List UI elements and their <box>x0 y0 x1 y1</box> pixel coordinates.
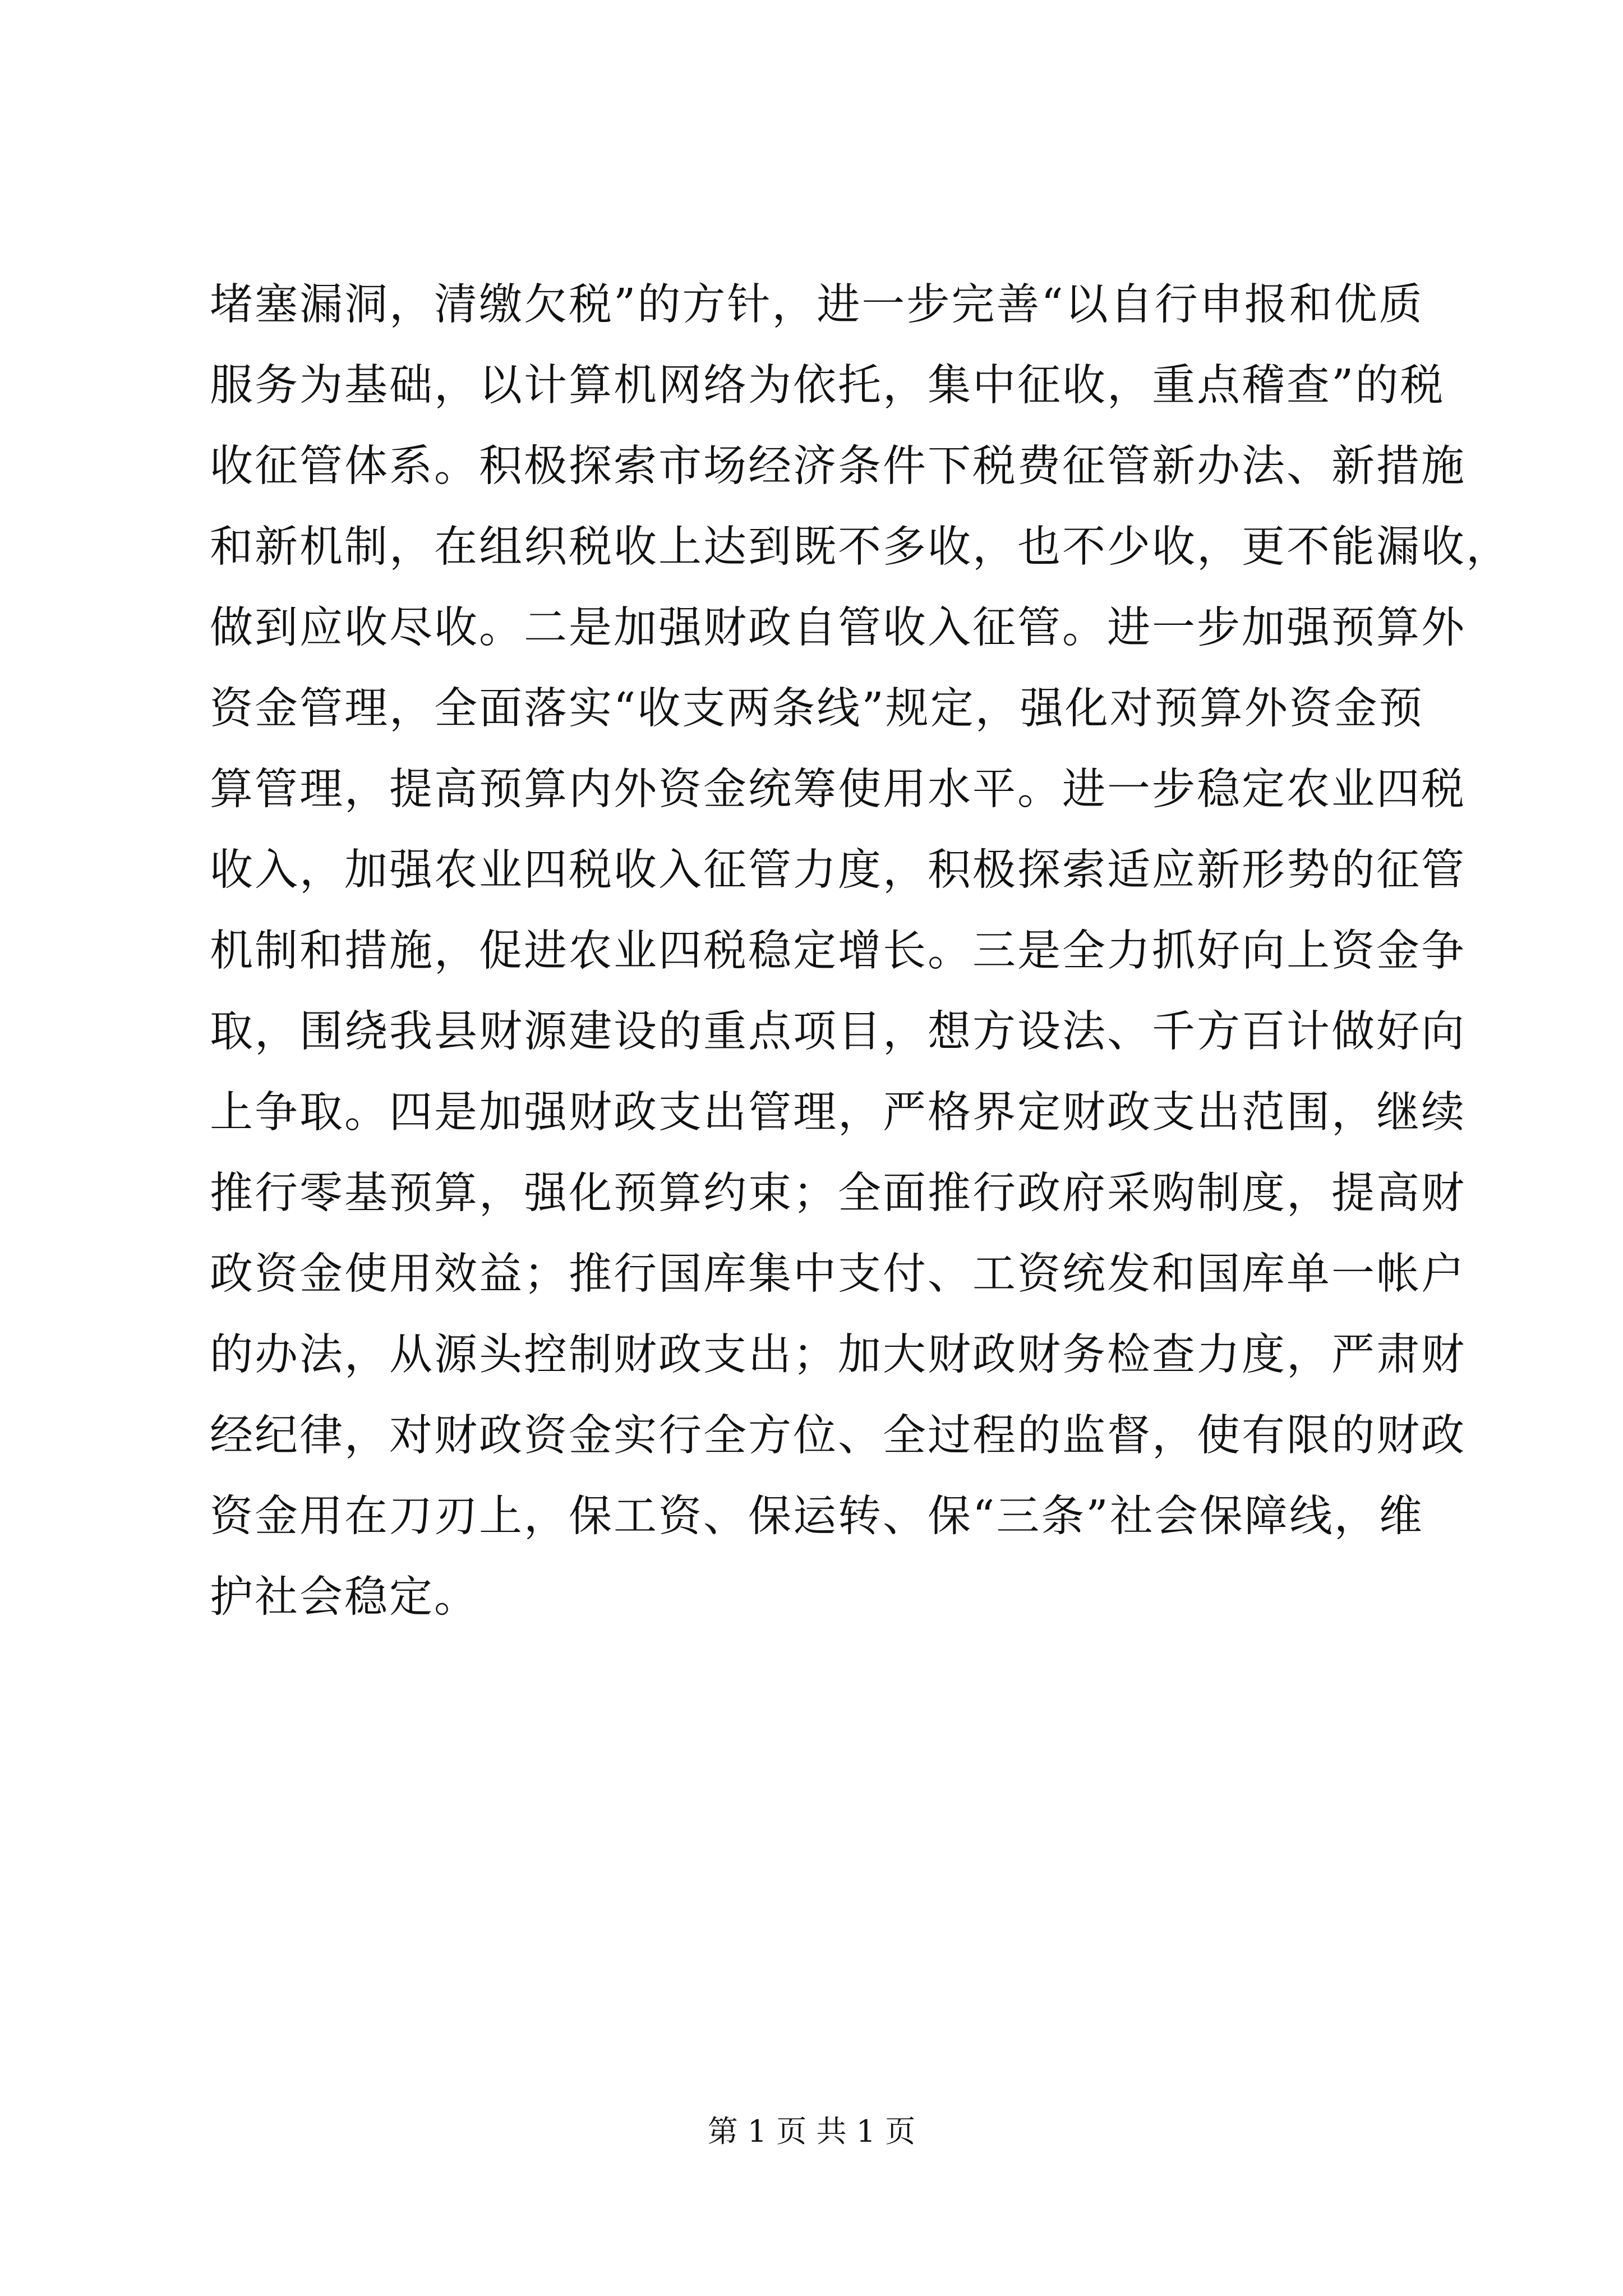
text-line: 机制和措施，促进农业四税稳定增长。三是全力抓好向上资金争 <box>210 926 1466 976</box>
page-footer <box>0 2112 1623 2151</box>
text-line: 护社会稳定。 <box>210 1572 479 1622</box>
page-indicator: 第 1 页 共 1 页 <box>707 2114 916 2149</box>
text-line: 取，围绕我县财源建设的重点项目，想方设法、千方百计做好向 <box>210 1007 1466 1057</box>
text-line: 做到应收尽收。二是加强财政自管收入征管。进一步加强预算外 <box>210 603 1466 653</box>
text-line: 推行零基预算，强化预算约束；全面推行政府采购制度，提高财 <box>210 1168 1466 1218</box>
text-line: 上争取。四是加强财政支出管理，严格界定财政支出范围，继续 <box>210 1088 1466 1138</box>
text-line: 收征管体系。积极探索市场经济条件下税费征管新办法、新措施 <box>210 441 1466 491</box>
text-line: 政资金使用效益；推行国库集中支付、工资统发和国库单一帐户 <box>210 1249 1466 1299</box>
text-line: 的办法，从源头控制财政支出；加大财政财务检查力度，严肃财 <box>210 1330 1466 1380</box>
body-paragraph <box>210 265 1511 1638</box>
text-line: 堵塞漏洞，清缴欠税”的方针，进一步完善“以自行申报和优质 <box>210 280 1424 330</box>
text-line: 和新机制，在组织税收上达到既不多收，也不少收，更不能漏收， <box>210 522 1511 572</box>
text-line: 资金用在刀刃上，保工资、保运转、保“三条”社会保障线，维 <box>210 1492 1424 1542</box>
text-line: 算管理，提高预算内外资金统筹使用水平。进一步稳定农业四税 <box>210 765 1466 815</box>
text-line: 服务为基础，以计算机网络为依托，集中征收，重点稽查”的税 <box>210 361 1445 411</box>
text-line: 经纪律，对财政资金实行全方位、全过程的监督，使有限的财政 <box>210 1411 1466 1461</box>
text-line: 资金管理，全面落实“收支两条线”规定，强化对预算外资金预 <box>210 684 1424 734</box>
text-line: 收入，加强农业四税收入征管力度，积极探索适应新形势的征管 <box>210 845 1466 895</box>
